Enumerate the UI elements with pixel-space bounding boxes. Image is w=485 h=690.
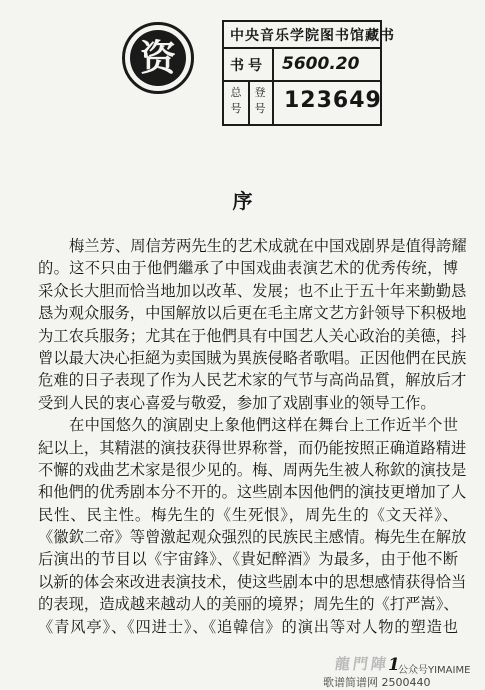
text-line: 和他們的优秀剧本分不开的。这些剧本因他們的演技更增加了人 xyxy=(38,483,467,502)
library-name: 中央音乐学院图书馆藏书 xyxy=(230,28,395,44)
text-line: 梅兰芳、周信芳两先生的艺术成就在中国戏剧界是值得誇耀 xyxy=(69,237,467,255)
registration-label: 登号 xyxy=(254,86,266,115)
watermark-logo: 龍門陣 xyxy=(333,655,391,673)
text-line: 民性、民主性。梅先生的《生死恨》，周先生的《文天祥》、 xyxy=(38,505,458,524)
text-line: 在中国悠久的演剧史上象他們这样在舞台上工作近半个世 xyxy=(69,416,458,435)
text-line: 后演出的节目以《宇宙鋒》、《貴妃醉酒》为最多，由于他不断 xyxy=(38,550,458,569)
call-number-label: 书号 xyxy=(230,58,266,74)
text-line: 为工农兵服务；尤其在于他們具有中国艺人关心政治的美德，抖 xyxy=(38,326,467,345)
call-number: 5600.20 xyxy=(282,54,360,74)
text-line: 恳为观众服务，中国解放以后更在毛主席文艺方針领导下积极地 xyxy=(38,304,467,323)
text-line: 危难的日子表现了作为人民艺术家的气节与高尚品質，解放后才 xyxy=(38,371,467,390)
watermark-text: 歌谱简谱网 2500440 xyxy=(323,676,431,689)
page-number: 1 xyxy=(388,655,400,675)
stamp-divider xyxy=(224,47,380,49)
text-line: 采众长大胆而恰当地加以改革、发展；也不止于五十年来勤勤恳 xyxy=(38,281,467,300)
round-seal-stamp xyxy=(122,22,194,94)
library-stamp xyxy=(222,20,395,126)
text-line: 紀以上，其精湛的演技获得世界称誉，而仍能按照正确道路精进 xyxy=(38,438,467,457)
text-line: 的。这不只由于他們繼承了中国戏曲表演艺术的优秀传统，博 xyxy=(38,259,458,278)
text-line: 曾以最大决心拒絕为卖国賊为異族侵略者歌唱。正因他們在民族 xyxy=(38,348,467,367)
stamp-divider xyxy=(272,47,274,124)
text-line: 受到人民的衷心喜爱与敬爱，参加了戏剧事业的领导工作。 xyxy=(38,393,436,412)
accession-number: 123649 xyxy=(284,88,382,113)
text-line: 《徽欽二帝》等曾激起观众强烈的民族民主感情。梅先生在解放 xyxy=(38,528,467,547)
stamp-divider xyxy=(248,80,250,124)
text-line: 《青风亭》、《四进士》、《追韓信》的演出等对人物的塑造也 xyxy=(38,617,458,636)
seal-character: 资 xyxy=(130,30,186,86)
watermark-text: 公众号YIMAIME xyxy=(398,665,471,676)
total-number-label: 总号 xyxy=(230,86,242,115)
text-line: 不懈的戏曲艺术家是很少见的。梅、周两先生被人称欽的演技是 xyxy=(38,460,467,479)
page-title: 序 xyxy=(232,189,253,213)
text-line: 的表现，造成越来越动人的美丽的境界；周先生的《打严嵩》、 xyxy=(38,595,459,614)
text-line: 以新的体会來改进表演技术，使这些剧本中的思想感情获得恰当 xyxy=(38,572,467,591)
body-text xyxy=(38,235,467,638)
